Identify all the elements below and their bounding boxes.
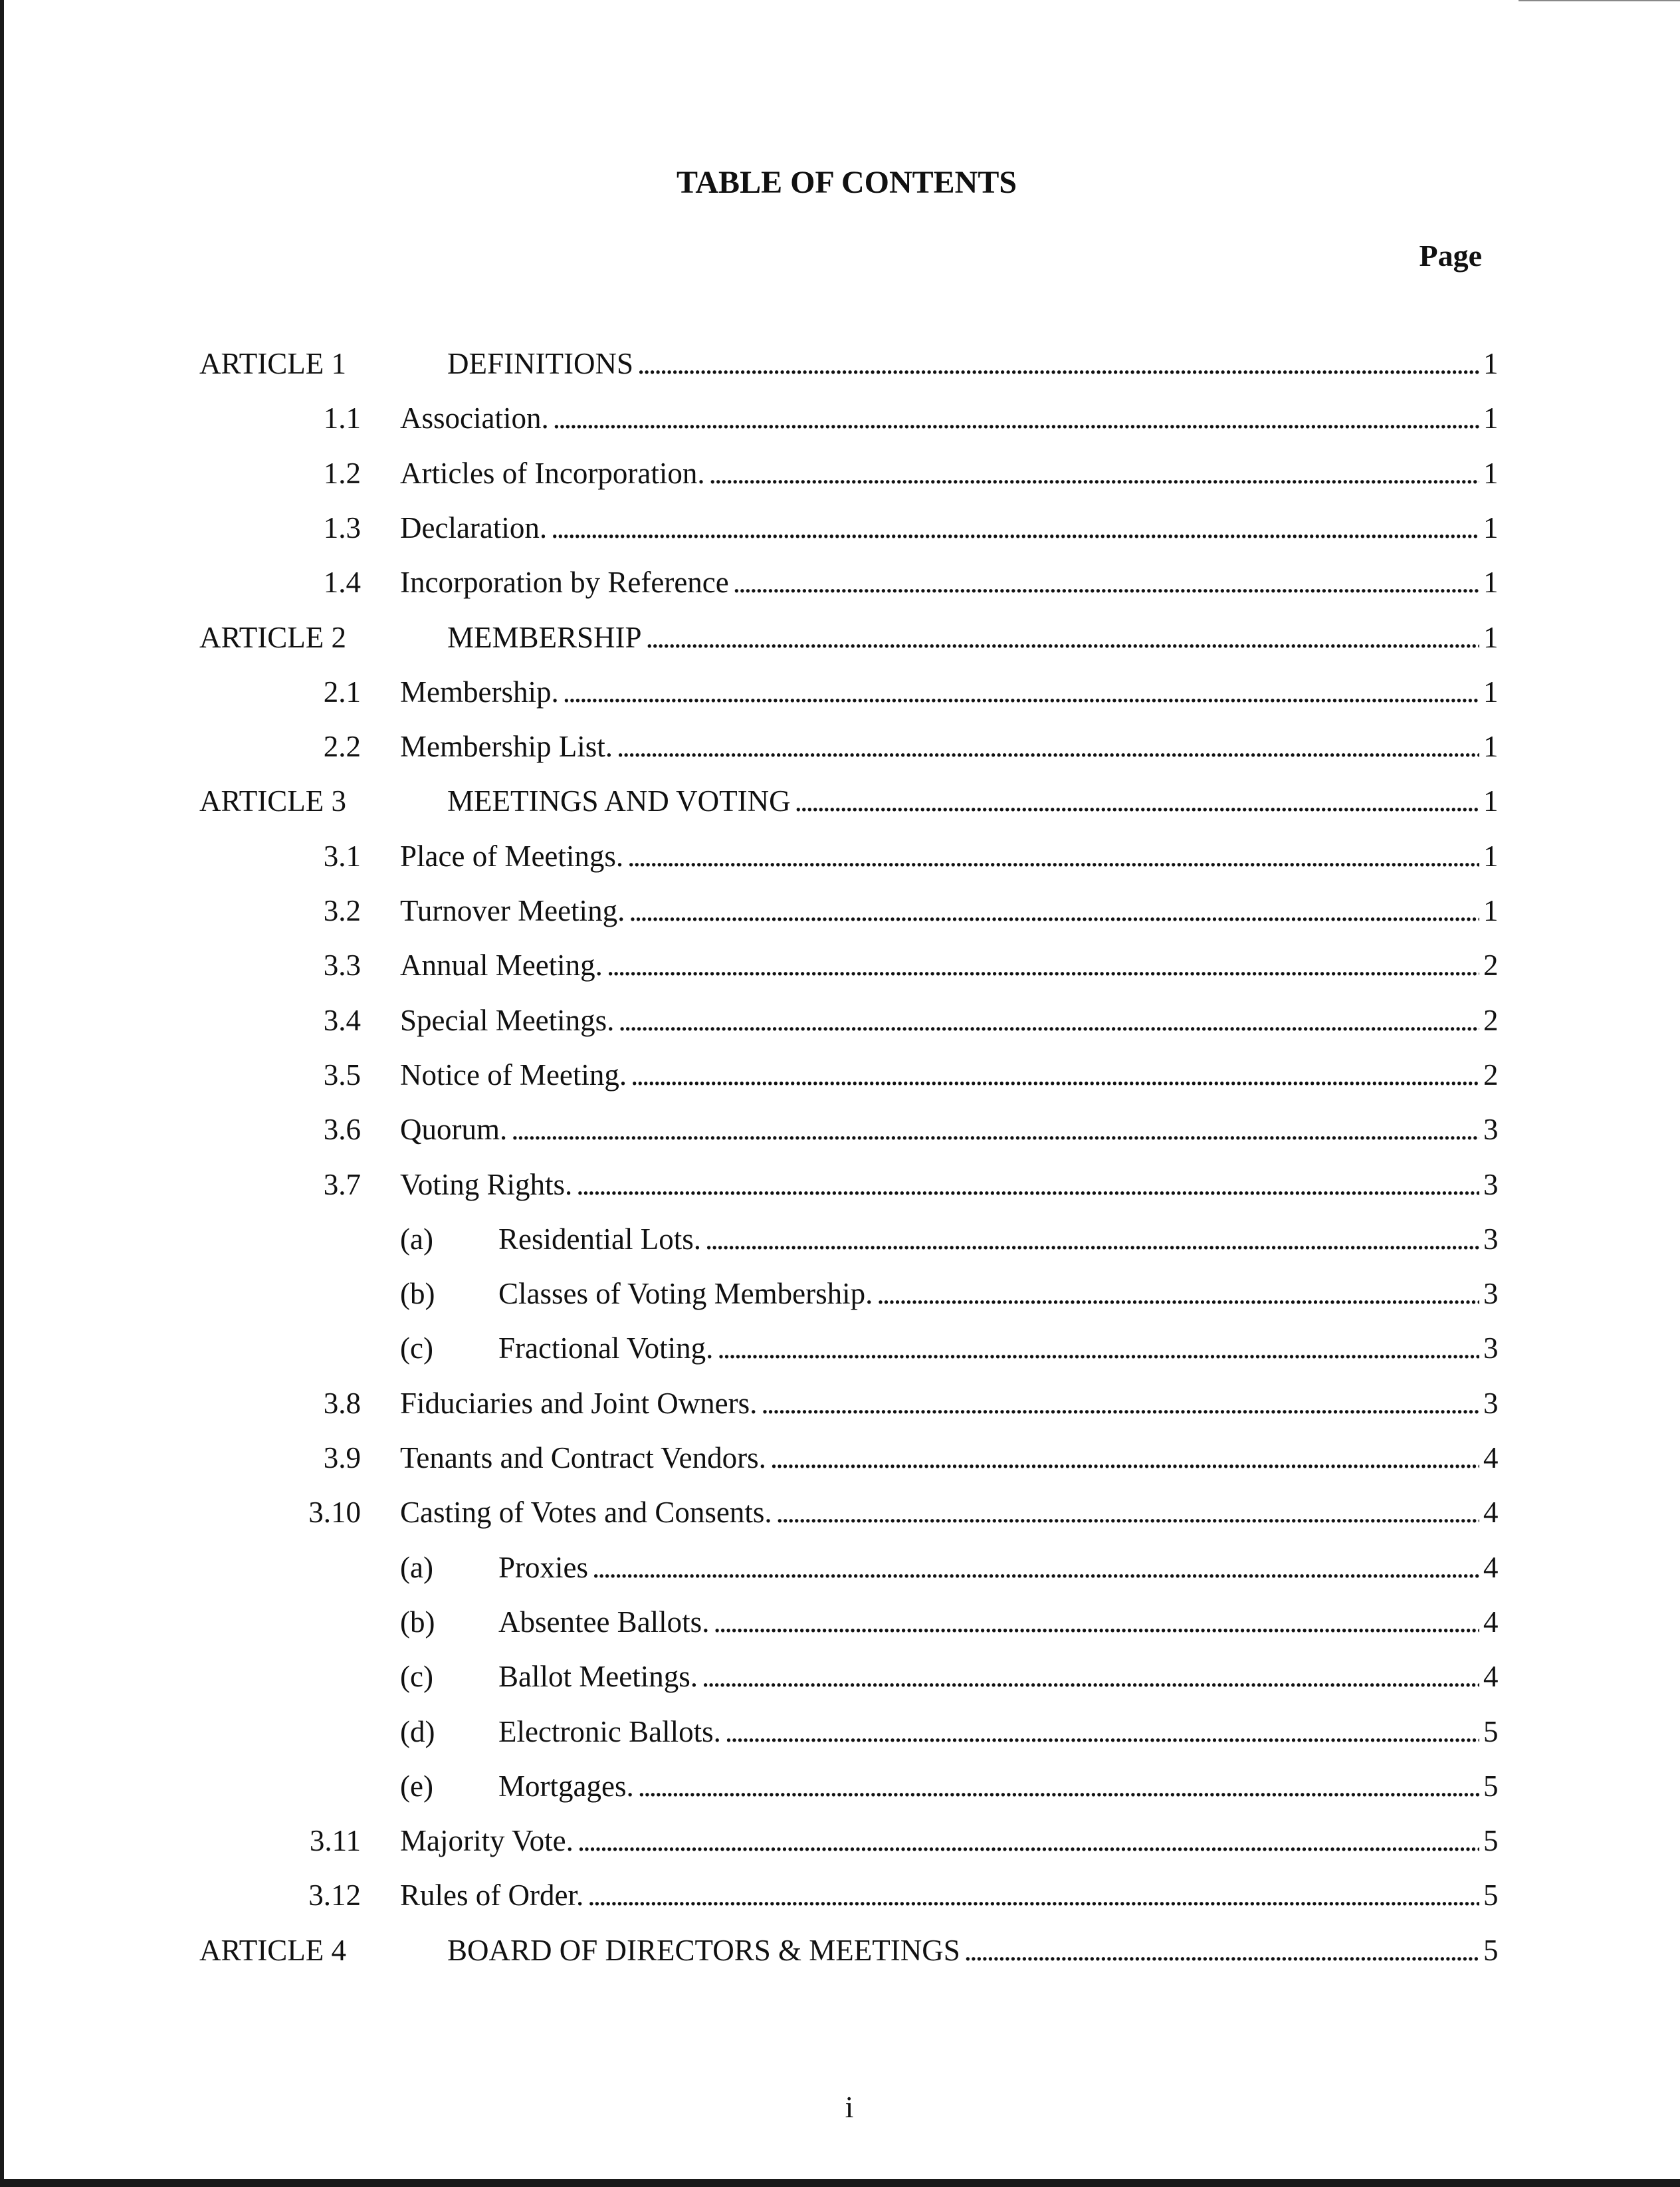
toc-entry — [0, 723, 1680, 770]
entry-title-with-leader — [498, 1708, 1483, 1755]
entry-page-number: 1 — [1483, 784, 1499, 818]
dot-leader — [761, 1380, 1479, 1427]
entry-page-number: 1 — [1483, 840, 1499, 873]
entry-title-with-leader — [400, 1489, 1483, 1536]
entry-title-with-leader — [400, 942, 1483, 988]
dot-leader — [964, 1927, 1479, 1974]
section-number: 3.5 — [323, 1058, 361, 1092]
toc-entry — [0, 1544, 1680, 1591]
section-number: 3.7 — [323, 1168, 361, 1201]
entry-title: Ballot Meetings. — [498, 1660, 698, 1693]
toc-entry — [0, 505, 1680, 551]
entry-title: Declaration. — [400, 511, 548, 544]
toc-entry — [0, 887, 1680, 934]
dot-leader — [733, 559, 1479, 606]
dot-leader — [551, 505, 1479, 551]
scan-top-mark — [1519, 0, 1680, 1]
article-number: ARTICLE 2 — [199, 621, 347, 654]
entry-title-with-leader — [447, 340, 1483, 387]
entry-title-with-leader — [400, 1380, 1483, 1427]
section-number: 3.9 — [323, 1441, 361, 1474]
toc-entry — [0, 778, 1680, 824]
dot-leader — [877, 1270, 1479, 1317]
entry-page-number: 2 — [1483, 1004, 1499, 1037]
entry-title: Absentee Ballots. — [498, 1605, 710, 1639]
toc-entry — [0, 1380, 1680, 1427]
entry-title-with-leader — [400, 1817, 1483, 1864]
entry-title-with-leader — [400, 669, 1483, 715]
entry-title: Membership List. — [400, 730, 613, 763]
dot-leader — [629, 887, 1479, 934]
subsection-letter: (a) — [400, 1222, 433, 1256]
entry-title-with-leader — [400, 997, 1483, 1044]
entry-title: Quorum. — [400, 1113, 508, 1146]
dot-leader — [646, 614, 1479, 661]
toc-entry — [0, 1872, 1680, 1918]
toc-entry — [0, 669, 1680, 715]
entry-title-with-leader — [498, 1763, 1483, 1809]
section-number: 1.1 — [323, 402, 361, 435]
dot-leader — [607, 942, 1479, 988]
dot-leader — [702, 1653, 1479, 1700]
entry-page-number: 1 — [1483, 621, 1499, 654]
entry-title-with-leader — [400, 1052, 1483, 1098]
entry-title-with-leader — [498, 1544, 1483, 1591]
section-number: 3.10 — [308, 1496, 361, 1529]
entry-page-number: 1 — [1483, 457, 1499, 490]
dot-leader — [717, 1325, 1479, 1371]
dot-leader — [770, 1435, 1479, 1481]
toc-entry — [0, 997, 1680, 1044]
article-number: ARTICLE 3 — [199, 784, 347, 818]
entry-title: Association. — [400, 402, 549, 435]
section-number: 2.1 — [323, 675, 361, 709]
toc-entry — [0, 1052, 1680, 1098]
section-number: 1.2 — [323, 457, 361, 490]
entry-page-number: 4 — [1483, 1441, 1499, 1474]
subsection-letter: (b) — [400, 1277, 435, 1310]
entry-title-with-leader — [447, 614, 1483, 661]
entry-title-with-leader — [400, 395, 1483, 441]
entry-title: Proxies — [498, 1551, 588, 1584]
entry-title-with-leader — [400, 833, 1483, 879]
dot-leader — [713, 1599, 1479, 1645]
dot-leader — [587, 1872, 1479, 1918]
entry-title: Fiduciaries and Joint Owners. — [400, 1387, 758, 1420]
section-number: 3.12 — [308, 1879, 361, 1912]
entry-title-with-leader — [400, 723, 1483, 770]
toc-entry — [0, 1435, 1680, 1481]
dot-leader — [618, 997, 1479, 1044]
toc-entry — [0, 1161, 1680, 1208]
scan-bottom-edge — [0, 2179, 1680, 2187]
dot-leader — [578, 1817, 1479, 1864]
dot-leader — [511, 1106, 1479, 1153]
page-column-label: Page — [1419, 239, 1482, 273]
entry-page-number: 4 — [1483, 1496, 1499, 1529]
entry-title: BOARD OF DIRECTORS & MEETINGS — [447, 1934, 960, 1967]
subsection-letter: (b) — [400, 1605, 435, 1639]
entry-page-number: 1 — [1483, 566, 1499, 599]
entry-title-with-leader — [498, 1216, 1483, 1262]
toc-entry — [0, 1489, 1680, 1536]
entry-page-number: 5 — [1483, 1770, 1499, 1803]
dot-leader — [705, 1216, 1479, 1262]
entry-title-with-leader — [400, 1106, 1483, 1153]
toc-entry — [0, 1599, 1680, 1645]
dot-leader — [638, 1763, 1479, 1809]
entry-page-number: 1 — [1483, 730, 1499, 763]
entry-title: Place of Meetings. — [400, 840, 624, 873]
entry-title: Mortgages. — [498, 1770, 634, 1803]
toc-entry — [0, 1653, 1680, 1700]
entry-title: Fractional Voting. — [498, 1331, 714, 1365]
entry-page-number: 4 — [1483, 1551, 1499, 1584]
entry-title: DEFINITIONS — [447, 347, 633, 380]
entry-title-with-leader — [400, 559, 1483, 606]
entry-title: Turnover Meeting. — [400, 894, 625, 927]
entry-page-number: 1 — [1483, 675, 1499, 709]
entry-title: Incorporation by Reference — [400, 566, 729, 599]
entry-title: Classes of Voting Membership. — [498, 1277, 873, 1310]
toc-entry — [0, 340, 1680, 387]
section-number: 3.8 — [323, 1387, 361, 1420]
dot-leader — [617, 723, 1479, 770]
entry-page-number: 4 — [1483, 1605, 1499, 1639]
toc-entry — [0, 1817, 1680, 1864]
dot-leader — [725, 1708, 1479, 1755]
entry-page-number: 1 — [1483, 402, 1499, 435]
toc-entry — [0, 1106, 1680, 1153]
toc-entry — [0, 833, 1680, 879]
entry-page-number: 5 — [1483, 1715, 1499, 1748]
entry-title-with-leader — [400, 1872, 1483, 1918]
subsection-letter: (d) — [400, 1715, 435, 1748]
entry-title: Rules of Order. — [400, 1879, 584, 1912]
entry-page-number: 3 — [1483, 1331, 1499, 1365]
section-number: 3.6 — [323, 1113, 361, 1146]
entry-page-number: 3 — [1483, 1113, 1499, 1146]
entry-page-number: 2 — [1483, 1058, 1499, 1092]
subsection-letter: (a) — [400, 1551, 433, 1584]
entry-title-with-leader — [447, 1927, 1483, 1974]
toc-entry — [0, 1270, 1680, 1317]
section-number: 1.3 — [323, 511, 361, 544]
entry-title: MEETINGS AND VOTING — [447, 784, 791, 818]
entry-page-number: 2 — [1483, 949, 1499, 982]
section-number: 3.11 — [309, 1824, 361, 1857]
section-number: 3.3 — [323, 949, 361, 982]
page-title: TABLE OF CONTENTS — [676, 165, 1017, 200]
entry-page-number: 4 — [1483, 1660, 1499, 1693]
entry-page-number: 5 — [1483, 1934, 1499, 1967]
dot-leader — [709, 450, 1479, 497]
toc-entry — [0, 450, 1680, 497]
article-number: ARTICLE 1 — [199, 347, 347, 380]
section-number: 3.4 — [323, 1004, 361, 1037]
dot-leader — [553, 395, 1479, 441]
dot-leader — [776, 1489, 1479, 1536]
toc-entry — [0, 559, 1680, 606]
dot-leader — [637, 340, 1479, 387]
entry-page-number: 5 — [1483, 1879, 1499, 1912]
entry-page-number: 1 — [1483, 347, 1499, 380]
section-number: 2.2 — [323, 730, 361, 763]
toc-entry — [0, 395, 1680, 441]
entry-title-with-leader — [400, 1161, 1483, 1208]
entry-title-with-leader — [498, 1325, 1483, 1371]
entry-title-with-leader — [400, 887, 1483, 934]
entry-title: Tenants and Contract Vendors. — [400, 1441, 766, 1474]
entry-title: Annual Meeting. — [400, 949, 603, 982]
section-number: 3.1 — [323, 840, 361, 873]
dot-leader — [627, 833, 1479, 879]
dot-leader — [795, 778, 1479, 824]
dot-leader — [592, 1544, 1479, 1591]
toc-entry — [0, 1927, 1680, 1974]
entry-title: Majority Vote. — [400, 1824, 574, 1857]
entry-title: Articles of Incorporation. — [400, 457, 705, 490]
entry-title-with-leader — [498, 1599, 1483, 1645]
subsection-letter: (c) — [400, 1331, 433, 1365]
entry-page-number: 1 — [1483, 894, 1499, 927]
toc-entry — [0, 1763, 1680, 1809]
subsection-letter: (e) — [400, 1770, 433, 1803]
entry-title-with-leader — [498, 1270, 1483, 1317]
entry-page-number: 3 — [1483, 1387, 1499, 1420]
toc-entry — [0, 1216, 1680, 1262]
section-number: 1.4 — [323, 566, 361, 599]
subsection-letter: (c) — [400, 1660, 433, 1693]
entry-title-with-leader — [447, 778, 1483, 824]
entry-title-with-leader — [498, 1653, 1483, 1700]
entry-page-number: 5 — [1483, 1824, 1499, 1857]
toc-entry — [0, 1325, 1680, 1371]
entry-title: Electronic Ballots. — [498, 1715, 721, 1748]
entry-page-number: 3 — [1483, 1222, 1499, 1256]
entry-title: MEMBERSHIP — [447, 621, 642, 654]
toc-entry — [0, 1708, 1680, 1755]
entry-title: Voting Rights. — [400, 1168, 573, 1201]
entry-title: Notice of Meeting. — [400, 1058, 627, 1092]
entry-title: Membership. — [400, 675, 559, 709]
entry-page-number: 1 — [1483, 511, 1499, 544]
section-number: 3.2 — [323, 894, 361, 927]
entry-title: Special Meetings. — [400, 1004, 615, 1037]
entry-title-with-leader — [400, 505, 1483, 551]
article-number: ARTICLE 4 — [199, 1934, 347, 1967]
entry-title: Casting of Votes and Consents. — [400, 1496, 772, 1529]
entry-page-number: 3 — [1483, 1168, 1499, 1201]
entry-title-with-leader — [400, 450, 1483, 497]
toc-entry — [0, 942, 1680, 988]
footer-page-number: i — [845, 2090, 854, 2124]
toc-entry — [0, 614, 1680, 661]
dot-leader — [563, 669, 1479, 715]
entry-title-with-leader — [400, 1435, 1483, 1481]
dot-leader — [631, 1052, 1479, 1098]
entry-title: Residential Lots. — [498, 1222, 701, 1256]
entry-page-number: 3 — [1483, 1277, 1499, 1310]
dot-leader — [576, 1161, 1479, 1208]
